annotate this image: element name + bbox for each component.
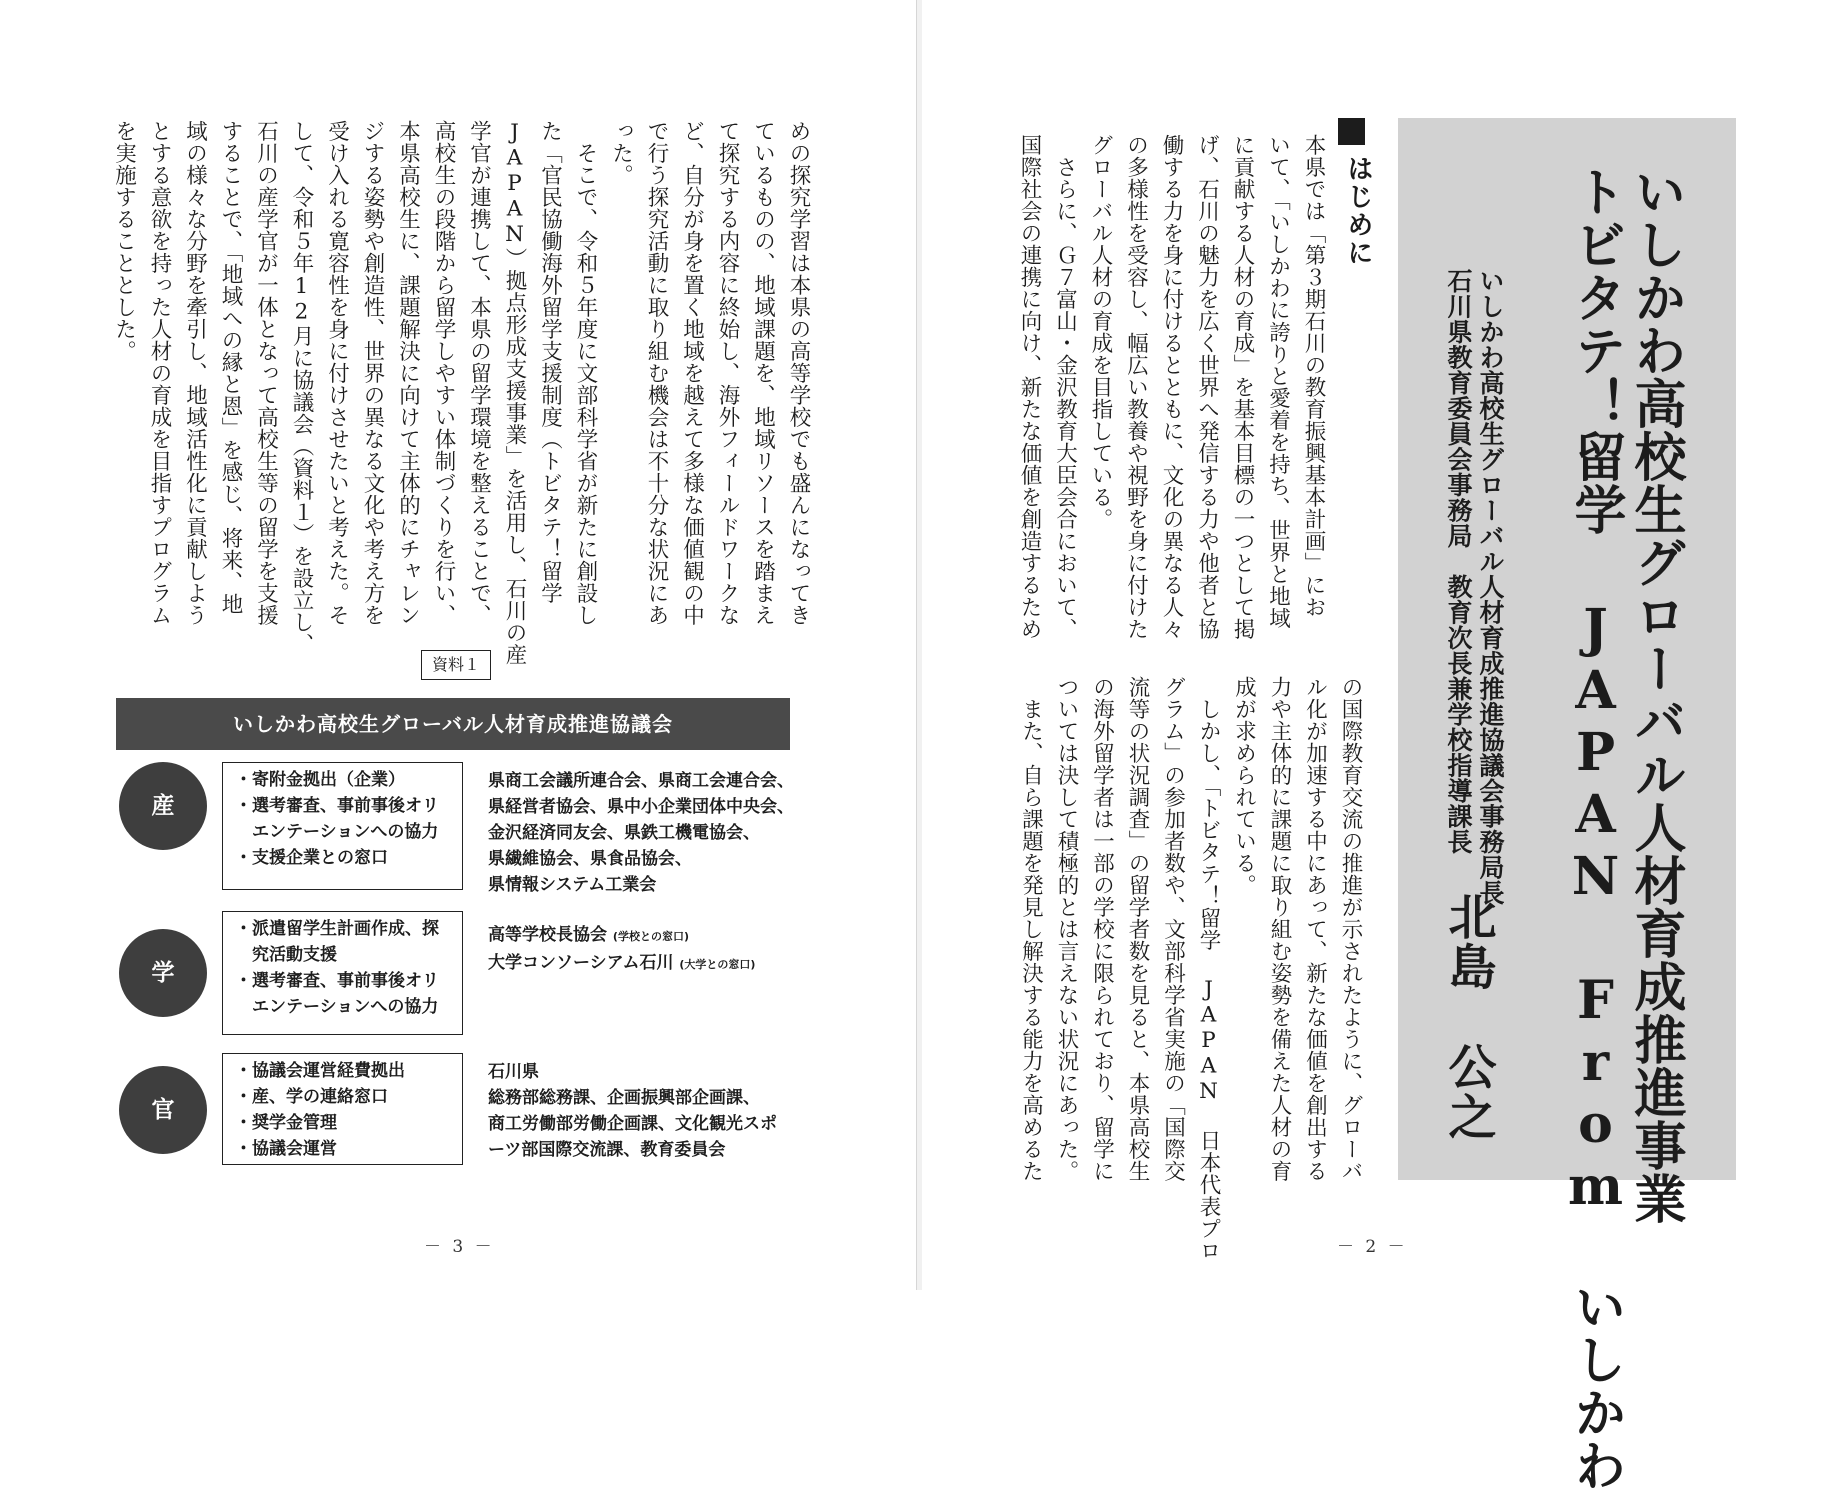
heading-square-icon [1338,118,1365,145]
text-line: しかし、「トビタテ！留学 JAPAN 日本代表プロ [1196,698,1221,1262]
text-line: とする意欲を持った人材の育成を目指すプログラム [147,120,172,626]
member-line: 石川県 [488,1062,539,1082]
text-line: に貢献する人材の育成」を基本目標の一つとして掲 [1230,134,1255,640]
role-item: ・産、学の連絡窓口 [235,1087,388,1107]
member-line: 大学コンソーシアム石川 (大学との窓口) [488,953,756,973]
text-line: して、令和５年12月に協議会（資料１）を設立し、 [289,120,314,655]
member-line: 県商工会議所連合会、県商工会連合会、 [488,771,794,791]
text-line: 働する力を身に付けるとともに、文化の異なる人々 [1159,134,1184,640]
industry-roles-box [222,762,463,890]
title-line: トビタテ！留学 JAPAN From いしかわ [1565,165,1626,1492]
member-line: 総務部総務課、企画振興部企画課、 [488,1088,760,1108]
text-line: た「官民協働海外留学支援制度（トビタテ！留学 [537,120,563,604]
text-line: の国際教育交流の推進が示されたように、グローバ [1338,676,1363,1182]
member-line: 県経営者協会、県中小企業団体中央会、 [488,797,794,817]
page2-body-text-lower [1013,676,1368,1262]
text-line: を実施することとした。 [111,120,137,362]
text-line: 本県では「第３期石川の教育振興基本計画」にお [1301,134,1326,618]
page2-body-text-upper [1012,134,1332,640]
affiliation-line: いしかわ高校生グローバル人材育成推進協議会事務局長 [1476,268,1505,906]
text-line: グラム」の参加者数や、文部科学省実施の「国際交 [1160,676,1186,1182]
page3-body-text [106,120,816,686]
role-item: ・協議会運営 [235,1139,337,1159]
text-line: また、自ら課題を発見し解決する能力を高めるた [1018,698,1044,1182]
text-line: 域の様々な分野を牽引し、地域活性化に貢献しよう [182,120,208,626]
figure-label: 資料１ [421,650,491,680]
member-line: 高等学校長協会 (学校との窓口) [488,925,689,945]
role-item: エンテーションへの協力 [252,822,439,842]
role-item: ・選考審査、事前事後オリ [235,796,439,816]
academia-roles-box [222,911,463,1035]
role-item: エンテーションへの協力 [252,997,439,1017]
text-line: った。 [608,120,634,186]
member-note: (学校との窓口) [612,930,689,943]
text-line: ジする姿勢や創造性、世界の異なる文化や考え方を [360,120,385,626]
government-members [488,1059,777,1163]
government-roles-box [222,1053,463,1165]
author-affiliation [1442,268,1506,908]
text-line: めの探究学習は本県の高等学校でも盛んになってき [786,120,811,626]
affiliation-line: 石川県教育委員会事務局 教育次長兼学校指導課長 [1444,268,1473,855]
text-line: さらに、Ｇ７富山・金沢教育大臣会合において、 [1052,156,1078,640]
text-line: そこで、令和５年度に文部科学省が新たに創設し [573,142,598,626]
text-line: で行う探究活動に取り組む機会は不十分な状況にあ [644,120,669,626]
text-line: 成が求められている。 [1231,676,1257,896]
role-item: 究活動支援 [252,945,337,965]
academia-members [488,922,755,978]
government-circle: 官 [119,1066,207,1154]
title-line: いしかわ高校生グローバル人材育成推進事業 [1625,165,1686,1225]
text-line: することで、「地域への縁と恩」を感じ、将来、地 [218,120,243,616]
section-heading: はじめに [1343,155,1373,267]
member-note: (大学との窓口) [679,958,756,971]
text-line: 流等の状況調査」の留学者数を見ると、本県高校生 [1125,676,1150,1182]
article-title [1565,165,1686,1492]
text-line: ついては決して積極的とは言えない状況にあった。 [1054,676,1079,1182]
text-line: 学官が連携して、本県の留学環境を整えることで、 [466,120,492,626]
role-item: ・奨学金管理 [235,1113,337,1133]
role-item: ・選考審査、事前事後オリ [235,971,439,991]
role-item: ・協議会運営経費拠出 [235,1061,405,1081]
role-item: ・派遣留学生計画作成、探 [235,919,439,939]
member-line: 商工労働部労働企画課、文化観光スポ [488,1114,777,1134]
text-line: ているものの、地域課題を、地域リソースを踏まえ [750,120,776,626]
author-name: 北島 公之 [1440,892,1496,1142]
text-line: 受け入れる寛容性を身に付けさせたいと考えた。そ [324,120,350,626]
member-line: 県情報システム工業会 [488,875,657,895]
text-line: ど、自分が身を置く地域を越えて多様な価値観の中 [679,120,705,626]
text-line: いて、「いしかわに誇りと愛着を持ち、世界と地域 [1265,134,1291,630]
text-line: 高校生の段階から留学しやすい体制づくりを行い、 [431,120,456,626]
text-line: ル化が加速する中にあって、新たな価値を創出する [1302,676,1328,1182]
member-line: ーツ部国際交流課、教育委員会 [488,1140,726,1160]
member-line: 県繊維協会、県食品協会、 [488,849,692,869]
text-line: グローバル人材の育成を目指している。 [1088,134,1113,530]
member-line: 金沢経済同友会、県鉄工機電協会、 [488,823,760,843]
page-number-2: － 2 － [1337,1237,1408,1257]
text-line: の海外留学者は一部の学校に限られており、留学に [1089,676,1115,1182]
academia-circle: 学 [119,929,207,1017]
role-item: ・寄附金拠出（企業） [235,770,405,790]
text-line: げ、石川の魅力を広く世界へ発信する力や他者と協 [1194,134,1220,640]
council-banner: いしかわ高校生グローバル人材育成推進協議会 [116,698,790,750]
text-line: 力や主体的に課題に取り組む姿勢を備えた人材の育 [1267,676,1292,1182]
industry-circle: 産 [119,762,207,850]
text-line: の多様性を受容し、幅広い教養や視野を身に付けた [1123,134,1149,640]
text-line: 石川の産学官が一体となって高校生等の留学を支援 [253,120,279,626]
text-line: 国際社会の連携に向け、新たな価値を創造するため [1017,134,1042,640]
text-line: て探究する内容に終始し、海外フィールドワークな [715,120,740,626]
role-item: ・支援企業との窓口 [235,848,388,868]
page-number-3: － 3 － [424,1237,495,1257]
industry-members [488,768,794,898]
text-line: JAPAN）拠点形成支援事業」を活用し、石川の産 [502,120,527,666]
text-line: 本県高校生に、課題解決に向けて主体的にチャレン [395,120,421,626]
